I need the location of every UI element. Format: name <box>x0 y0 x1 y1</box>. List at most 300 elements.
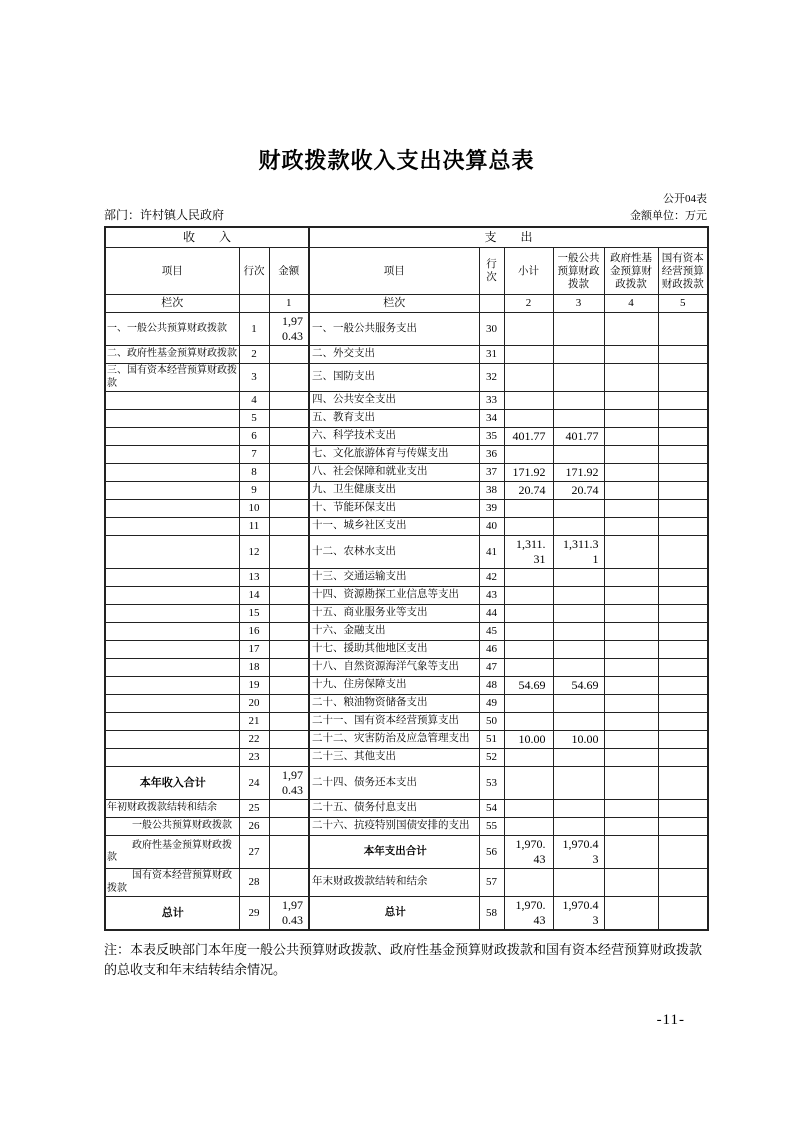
cell-in_amt <box>269 605 309 623</box>
table-row <box>105 800 708 818</box>
cell-ex_item: 十三、交通运输支出 <box>309 569 479 587</box>
cell-in_no: 23 <box>239 749 269 767</box>
cell-ex_cap <box>658 518 708 536</box>
cell-in_no: 6 <box>239 428 269 446</box>
cell-ex_cap <box>658 464 708 482</box>
section-header-row <box>105 227 708 248</box>
cell-ex_item: 二十六、抗疫特别国债安排的支出 <box>309 818 479 836</box>
table-row <box>105 346 708 364</box>
cell-ex_gen <box>553 767 604 800</box>
cell-ex_gen: 1,970.43 <box>553 836 604 869</box>
table-row <box>105 364 708 392</box>
cell-ex_no: 33 <box>479 392 504 410</box>
cell-in_amt: 1,970.43 <box>269 767 309 800</box>
cell-in_no: 29 <box>239 897 269 931</box>
cell-ex_cap <box>658 818 708 836</box>
cell-in_item <box>105 731 239 749</box>
cell-in_item <box>105 410 239 428</box>
cell-ex_no: 58 <box>479 897 504 931</box>
cell-in_item <box>105 677 239 695</box>
cell-ex_fund <box>604 749 658 767</box>
cell-in_amt <box>269 818 309 836</box>
cell-ex_sub <box>504 392 553 410</box>
meta-line <box>104 206 707 223</box>
cell-ex_item: 二十三、其他支出 <box>309 749 479 767</box>
cell-ex_sub <box>504 313 553 346</box>
table-row <box>105 569 708 587</box>
cell-in_item: 二、政府性基金预算财政拨款 <box>105 346 239 364</box>
col-header-state-capital: 国有资本经营预算财政拨款 <box>658 248 708 295</box>
cell-ex_gen <box>553 587 604 605</box>
cell-ex_cap <box>658 659 708 677</box>
cell-ex_cap <box>658 897 708 931</box>
page-title: 财政拨款收入支出决算总表 <box>258 148 535 173</box>
cell-ex_fund <box>604 641 658 659</box>
cell-ex_sub <box>504 659 553 677</box>
table-row <box>105 623 708 641</box>
cell-ex_cap <box>658 713 708 731</box>
cell-ex_fund <box>604 677 658 695</box>
cell-in_amt <box>269 677 309 695</box>
cell-ex_fund <box>604 767 658 800</box>
cell-in_item <box>105 659 239 677</box>
cell-ex_no: 50 <box>479 713 504 731</box>
fiscal-appropriation-table <box>104 226 709 931</box>
cell-ex_sub <box>504 818 553 836</box>
cell-ex_no: 48 <box>479 677 504 695</box>
cell-ex_gen <box>553 749 604 767</box>
cell-ex_fund <box>604 800 658 818</box>
cell-ex_item: 九、卫生健康支出 <box>309 482 479 500</box>
cell-ex_sub <box>504 587 553 605</box>
cell-in_amt <box>269 641 309 659</box>
cell-ex_item: 八、社会保障和就业支出 <box>309 464 479 482</box>
cell-ex_cap <box>658 364 708 392</box>
cell-in_amt <box>269 695 309 713</box>
cell-ex_fund <box>604 897 658 931</box>
table-sheet <box>104 190 707 1029</box>
col-no-3: 3 <box>553 295 604 313</box>
cell-ex_gen: 20.74 <box>553 482 604 500</box>
cell-ex_gen: 1,970.43 <box>553 897 604 931</box>
cell-ex_cap <box>658 428 708 446</box>
cell-ex_cap <box>658 836 708 869</box>
cell-ex_cap <box>658 313 708 346</box>
table-row <box>105 428 708 446</box>
col-header-general-budget: 一般公共预算财政拨款 <box>553 248 604 295</box>
table-row <box>105 641 708 659</box>
cell-ex_fund <box>604 569 658 587</box>
cell-in_no: 17 <box>239 641 269 659</box>
cell-ex_item: 年末财政拨款结转和结余 <box>309 869 479 897</box>
table-row <box>105 536 708 569</box>
cell-ex_sub <box>504 569 553 587</box>
cell-in_amt <box>269 623 309 641</box>
cell-in_item <box>105 749 239 767</box>
cell-ex_no: 51 <box>479 731 504 749</box>
cell-ex_sub <box>504 346 553 364</box>
cell-ex_item: 本年支出合计 <box>309 836 479 869</box>
cell-ex_no: 38 <box>479 482 504 500</box>
table-row <box>105 518 708 536</box>
col-no-1: 1 <box>269 295 309 313</box>
cell-ex_cap <box>658 749 708 767</box>
cell-in_item <box>105 623 239 641</box>
cell-ex_fund <box>604 659 658 677</box>
col-header-income-amount: 金额 <box>269 248 309 295</box>
cell-ex_sub <box>504 695 553 713</box>
cell-ex_no: 36 <box>479 446 504 464</box>
col-no-5: 5 <box>658 295 708 313</box>
col-no-4: 4 <box>604 295 658 313</box>
cell-ex_cap <box>658 500 708 518</box>
cell-ex_gen <box>553 713 604 731</box>
cell-ex_item: 十五、商业服务业等支出 <box>309 605 479 623</box>
cell-in_no: 13 <box>239 569 269 587</box>
cell-ex_gen: 171.92 <box>553 464 604 482</box>
lanci-blank-expense <box>479 295 504 313</box>
cell-in_no: 5 <box>239 410 269 428</box>
cell-ex_cap <box>658 536 708 569</box>
cell-ex_no: 40 <box>479 518 504 536</box>
cell-in_amt <box>269 428 309 446</box>
cell-ex_gen <box>553 695 604 713</box>
cell-ex_item: 六、科学技术支出 <box>309 428 479 446</box>
cell-ex_sub <box>504 500 553 518</box>
cell-ex_gen <box>553 800 604 818</box>
cell-ex_fund <box>604 392 658 410</box>
cell-ex_cap <box>658 800 708 818</box>
cell-in_no: 18 <box>239 659 269 677</box>
cell-ex_sub <box>504 410 553 428</box>
cell-ex_cap <box>658 569 708 587</box>
cell-in_amt <box>269 569 309 587</box>
col-header-income-item: 项目 <box>105 248 239 295</box>
table-row <box>105 677 708 695</box>
cell-in_amt <box>269 392 309 410</box>
cell-ex_cap <box>658 869 708 897</box>
cell-ex_cap <box>658 605 708 623</box>
table-body <box>105 313 708 931</box>
cell-ex_sub <box>504 364 553 392</box>
cell-ex_gen <box>553 818 604 836</box>
cell-in_amt <box>269 731 309 749</box>
cell-in_no: 14 <box>239 587 269 605</box>
col-header-income-rowno: 行次 <box>239 248 269 295</box>
cell-in_amt <box>269 536 309 569</box>
cell-in_amt <box>269 659 309 677</box>
income-section-header: 收 入 <box>105 227 309 248</box>
cell-ex_item: 十九、住房保障支出 <box>309 677 479 695</box>
cell-ex_item: 二十五、债务付息支出 <box>309 800 479 818</box>
cell-ex_gen <box>553 392 604 410</box>
cell-in_no: 16 <box>239 623 269 641</box>
cell-in_no: 25 <box>239 800 269 818</box>
cell-ex_gen <box>553 346 604 364</box>
cell-ex_item: 十八、自然资源海洋气象等支出 <box>309 659 479 677</box>
cell-in_item <box>105 500 239 518</box>
cell-ex_item: 七、文化旅游体育与传媒支出 <box>309 446 479 464</box>
cell-in_amt <box>269 800 309 818</box>
table-row <box>105 749 708 767</box>
cell-in_amt <box>269 410 309 428</box>
cell-ex_fund <box>604 482 658 500</box>
cell-ex_fund <box>604 464 658 482</box>
table-row <box>105 313 708 346</box>
table-row <box>105 713 708 731</box>
cell-ex_item: 十七、援助其他地区支出 <box>309 641 479 659</box>
lanci-label-income: 栏次 <box>105 295 239 313</box>
cell-ex_item: 四、公共安全支出 <box>309 392 479 410</box>
table-row <box>105 869 708 897</box>
cell-ex_sub <box>504 641 553 659</box>
cell-ex_gen <box>553 313 604 346</box>
cell-in_no: 19 <box>239 677 269 695</box>
cell-in_item <box>105 695 239 713</box>
cell-ex_no: 34 <box>479 410 504 428</box>
cell-ex_fund <box>604 731 658 749</box>
cell-ex_item: 二十四、债务还本支出 <box>309 767 479 800</box>
cell-in_no: 3 <box>239 364 269 392</box>
cell-in_item <box>105 482 239 500</box>
cell-ex_no: 43 <box>479 587 504 605</box>
cell-ex_no: 39 <box>479 500 504 518</box>
table-note: 注：本表反映部门本年度一般公共预算财政拨款、政府性基金预算财政拨款和国有资本经营预算财政拨款的总收支和年末结转结余情况。 <box>104 942 703 977</box>
cell-ex_no: 37 <box>479 464 504 482</box>
cell-ex_fund <box>604 500 658 518</box>
cell-ex_no: 31 <box>479 346 504 364</box>
cell-ex_sub <box>504 518 553 536</box>
cell-in_amt <box>269 446 309 464</box>
cell-ex_sub <box>504 869 553 897</box>
cell-ex_gen <box>553 605 604 623</box>
table-row <box>105 482 708 500</box>
unit-label: 金额单位：万元 <box>630 210 707 222</box>
cell-ex_no: 55 <box>479 818 504 836</box>
cell-in_item: 政府性基金预算财政拨款 <box>105 836 239 869</box>
cell-ex_cap <box>658 392 708 410</box>
cell-ex_cap <box>658 731 708 749</box>
cell-ex_cap <box>658 641 708 659</box>
cell-ex_sub: 20.74 <box>504 482 553 500</box>
expense-section-header: 支 出 <box>309 227 708 248</box>
cell-ex_item: 二、外交支出 <box>309 346 479 364</box>
cell-ex_cap <box>658 695 708 713</box>
cell-ex_fund <box>604 313 658 346</box>
cell-ex_gen <box>553 623 604 641</box>
cell-in_no: 10 <box>239 500 269 518</box>
cell-ex_cap <box>658 677 708 695</box>
cell-ex_no: 57 <box>479 869 504 897</box>
table-row <box>105 605 708 623</box>
cell-ex_cap <box>658 346 708 364</box>
cell-ex_item: 三、国防支出 <box>309 364 479 392</box>
cell-in_no: 1 <box>239 313 269 346</box>
col-header-subtotal: 小计 <box>504 248 553 295</box>
cell-in_amt <box>269 869 309 897</box>
cell-ex_fund <box>604 518 658 536</box>
department-label: 部门：许村镇人民政府 <box>104 208 225 222</box>
cell-ex_item: 十六、金融支出 <box>309 623 479 641</box>
col-header-expense-item: 项目 <box>309 248 479 295</box>
cell-ex_sub <box>504 605 553 623</box>
cell-in_amt <box>269 364 309 392</box>
cell-in_amt <box>269 346 309 364</box>
cell-ex_gen <box>553 500 604 518</box>
cell-ex_cap <box>658 410 708 428</box>
cell-in_item: 本年收入合计 <box>105 767 239 800</box>
cell-ex_gen: 401.77 <box>553 428 604 446</box>
cell-ex_no: 45 <box>479 623 504 641</box>
table-row <box>105 446 708 464</box>
cell-ex_sub <box>504 446 553 464</box>
cell-ex_no: 35 <box>479 428 504 446</box>
cell-in_no: 7 <box>239 446 269 464</box>
cell-in_item: 一般公共预算财政拨款 <box>105 818 239 836</box>
cell-in_item <box>105 464 239 482</box>
table-row <box>105 767 708 800</box>
cell-in_item: 总计 <box>105 897 239 931</box>
table-row <box>105 695 708 713</box>
cell-ex_no: 42 <box>479 569 504 587</box>
cell-ex_gen <box>553 569 604 587</box>
cell-ex_fund <box>604 428 658 446</box>
cell-ex_sub <box>504 713 553 731</box>
cell-ex_no: 30 <box>479 313 504 346</box>
cell-in_no: 2 <box>239 346 269 364</box>
cell-ex_cap <box>658 446 708 464</box>
cell-in_amt <box>269 518 309 536</box>
cell-ex_gen <box>553 641 604 659</box>
cell-ex_no: 53 <box>479 767 504 800</box>
cell-ex_no: 41 <box>479 536 504 569</box>
cell-in_item <box>105 518 239 536</box>
cell-ex_gen <box>553 446 604 464</box>
cell-in_item <box>105 428 239 446</box>
cell-ex_gen <box>553 364 604 392</box>
cell-ex_item: 总计 <box>309 897 479 931</box>
table-row <box>105 500 708 518</box>
cell-ex_cap <box>658 482 708 500</box>
cell-ex_gen <box>553 869 604 897</box>
table-row <box>105 392 708 410</box>
cell-in_item: 年初财政拨款结转和结余 <box>105 800 239 818</box>
cell-ex_sub: 1,970.43 <box>504 897 553 931</box>
cell-in_no: 9 <box>239 482 269 500</box>
table-code-label: 公开04表 <box>663 193 707 205</box>
table-row <box>105 731 708 749</box>
cell-ex_fund <box>604 605 658 623</box>
column-header-row <box>105 248 708 295</box>
cell-ex_fund <box>604 623 658 641</box>
cell-ex_no: 47 <box>479 659 504 677</box>
cell-ex_cap <box>658 767 708 800</box>
cell-ex_no: 56 <box>479 836 504 869</box>
table-row <box>105 464 708 482</box>
cell-ex_item: 五、教育支出 <box>309 410 479 428</box>
cell-ex_gen: 1,311.31 <box>553 536 604 569</box>
cell-ex_fund <box>604 364 658 392</box>
cell-ex_item: 十、节能环保支出 <box>309 500 479 518</box>
cell-ex_fund <box>604 836 658 869</box>
cell-ex_gen <box>553 410 604 428</box>
cell-ex_cap <box>658 623 708 641</box>
cell-in_no: 4 <box>239 392 269 410</box>
cell-ex_item: 二十二、灾害防治及应急管理支出 <box>309 731 479 749</box>
cell-in_item <box>105 446 239 464</box>
table-row <box>105 836 708 869</box>
cell-ex_sub: 401.77 <box>504 428 553 446</box>
cell-ex_sub <box>504 800 553 818</box>
cell-ex_sub: 171.92 <box>504 464 553 482</box>
cell-ex_no: 32 <box>479 364 504 392</box>
cell-in_no: 15 <box>239 605 269 623</box>
cell-in_item <box>105 641 239 659</box>
cell-ex_no: 49 <box>479 695 504 713</box>
cell-in_item <box>105 605 239 623</box>
cell-ex_cap <box>658 587 708 605</box>
cell-ex_sub <box>504 623 553 641</box>
column-index-row <box>105 295 708 313</box>
cell-ex_sub: 54.69 <box>504 677 553 695</box>
lanci-blank-income <box>239 295 269 313</box>
cell-in_amt <box>269 836 309 869</box>
cell-ex_item: 十二、农林水支出 <box>309 536 479 569</box>
lanci-label-expense: 栏次 <box>309 295 479 313</box>
cell-ex_sub <box>504 749 553 767</box>
cell-ex_fund <box>604 713 658 731</box>
col-no-2: 2 <box>504 295 553 313</box>
cell-in_amt: 1,970.43 <box>269 897 309 931</box>
cell-in_no: 27 <box>239 836 269 869</box>
cell-in_item: 一、一般公共预算财政拨款 <box>105 313 239 346</box>
table-row <box>105 410 708 428</box>
cell-in_amt <box>269 713 309 731</box>
cell-in_item <box>105 713 239 731</box>
cell-in_amt: 1,970.43 <box>269 313 309 346</box>
cell-ex_no: 54 <box>479 800 504 818</box>
cell-ex_fund <box>604 536 658 569</box>
cell-ex_fund <box>604 869 658 897</box>
cell-ex_no: 46 <box>479 641 504 659</box>
cell-ex_sub: 1,970.43 <box>504 836 553 869</box>
cell-in_no: 24 <box>239 767 269 800</box>
page-number: -11- <box>656 1012 685 1028</box>
cell-in_item <box>105 569 239 587</box>
cell-ex_fund <box>604 446 658 464</box>
cell-in_amt <box>269 749 309 767</box>
col-header-gov-fund: 政府性基金预算财政拨款 <box>604 248 658 295</box>
cell-in_amt <box>269 587 309 605</box>
cell-ex_fund <box>604 587 658 605</box>
cell-in_item <box>105 392 239 410</box>
table-row <box>105 587 708 605</box>
cell-ex_fund <box>604 346 658 364</box>
cell-ex_item: 十四、资源勘探工业信息等支出 <box>309 587 479 605</box>
cell-in_no: 12 <box>239 536 269 569</box>
cell-ex_item: 二十、粮油物资储备支出 <box>309 695 479 713</box>
col-header-expense-rowno: 行次 <box>479 248 504 295</box>
cell-in_no: 20 <box>239 695 269 713</box>
table-row <box>105 659 708 677</box>
cell-ex_no: 44 <box>479 605 504 623</box>
cell-in_no: 21 <box>239 713 269 731</box>
cell-in_no: 8 <box>239 464 269 482</box>
cell-ex_fund <box>604 410 658 428</box>
cell-in_item <box>105 587 239 605</box>
cell-in_item: 三、国有资本经营预算财政拨款 <box>105 364 239 392</box>
cell-ex_gen: 10.00 <box>553 731 604 749</box>
